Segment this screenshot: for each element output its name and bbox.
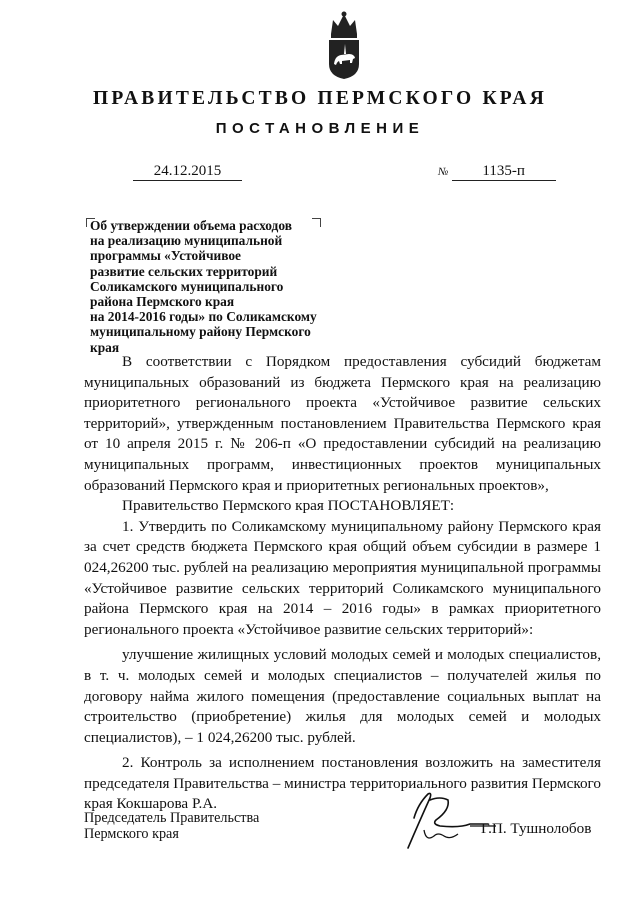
government-name: ПРАВИТЕЛЬСТВО ПЕРМСКОГО КРАЯ bbox=[93, 88, 547, 109]
number-sign: № bbox=[438, 166, 449, 178]
paragraph-housing: улучшение жилищных условий молодых семей и молодых специалистов, в т. ч. молодых семей и молодых специалистов – получателей жилья по договору найма жилого помещения (предоставление социальных выплат на строительство (приобретение) жилья для молодых семей и молодых специалистов), – 1 024,26200 тыс. рублей. bbox=[84, 646, 601, 746]
document-number-field bbox=[438, 162, 556, 181]
signatory-title-line: Пермского края bbox=[84, 826, 179, 842]
paragraph-item-1: 1. Утвердить по Соликамскому муниципальному району Пермского края за счет средств бюджета Пермского края общий объем субсидии в размере 1 024,26200 тыс. рублей на реализацию мероприятия муниципальной программы «Устойчивое развитие сельских территорий Соликамского муниципального района Пермского края на 2014 – 2016 годы» в рамках приоритетного регионального проекта «Устойчивое развитие сельских территорий»: bbox=[84, 517, 601, 638]
document-body bbox=[84, 352, 601, 815]
paragraph-resolves: Правительство Пермского края ПОСТАНОВЛЯЕТ: bbox=[122, 497, 455, 515]
signatory-title-line: Председатель Правительства bbox=[84, 810, 260, 826]
subject-line: района Пермского края bbox=[90, 294, 235, 310]
paragraph-item-2: 2. Контроль за исполнением постановления возложить на заместителя председателя Правительства – министра территориального развития Пермского края Кокшарова Р.А. bbox=[84, 754, 601, 813]
document-subject bbox=[90, 218, 410, 355]
subject-line: Об утверждении объема расходов bbox=[90, 218, 292, 233]
subject-line: Соликамского муниципального bbox=[90, 278, 284, 294]
subject-line: на реализацию муниципальной bbox=[90, 233, 283, 249]
document-type: ПОСТАНОВЛЕНИЕ bbox=[215, 120, 425, 137]
document-date: 24.12.2015 bbox=[133, 162, 242, 181]
perm-krai-coat-of-arms-icon bbox=[325, 8, 363, 80]
signatory-title bbox=[84, 810, 259, 842]
subject-line: на 2014-2016 годы» по Соликамскому bbox=[90, 309, 317, 325]
subject-line: развитие сельских территорий bbox=[90, 263, 278, 279]
document-number: 1135-п bbox=[452, 162, 556, 181]
signatory-name: Г.П. Тушнолобов bbox=[481, 820, 592, 837]
subject-line: края bbox=[90, 339, 120, 355]
subject-line: муниципальному району Пермского bbox=[90, 324, 311, 340]
paragraph-preamble: В соответствии с Порядком предоставления субсидий бюджетам муниципальных образований из бюджета Пермского края на реализацию приоритетного регионального проекта «Устойчивое развитие сельских территорий», утвержденным постановлением Правительства Пермского края от 10 апреля 2015 г. № 206-п «О предоставлении субсидий на реализацию муниципальных программ, инвестиционных проектов муниципальных образований Пермского края и приоритетных региональных проектов», bbox=[84, 353, 601, 494]
subject-line: программы «Устойчивое bbox=[90, 248, 242, 264]
